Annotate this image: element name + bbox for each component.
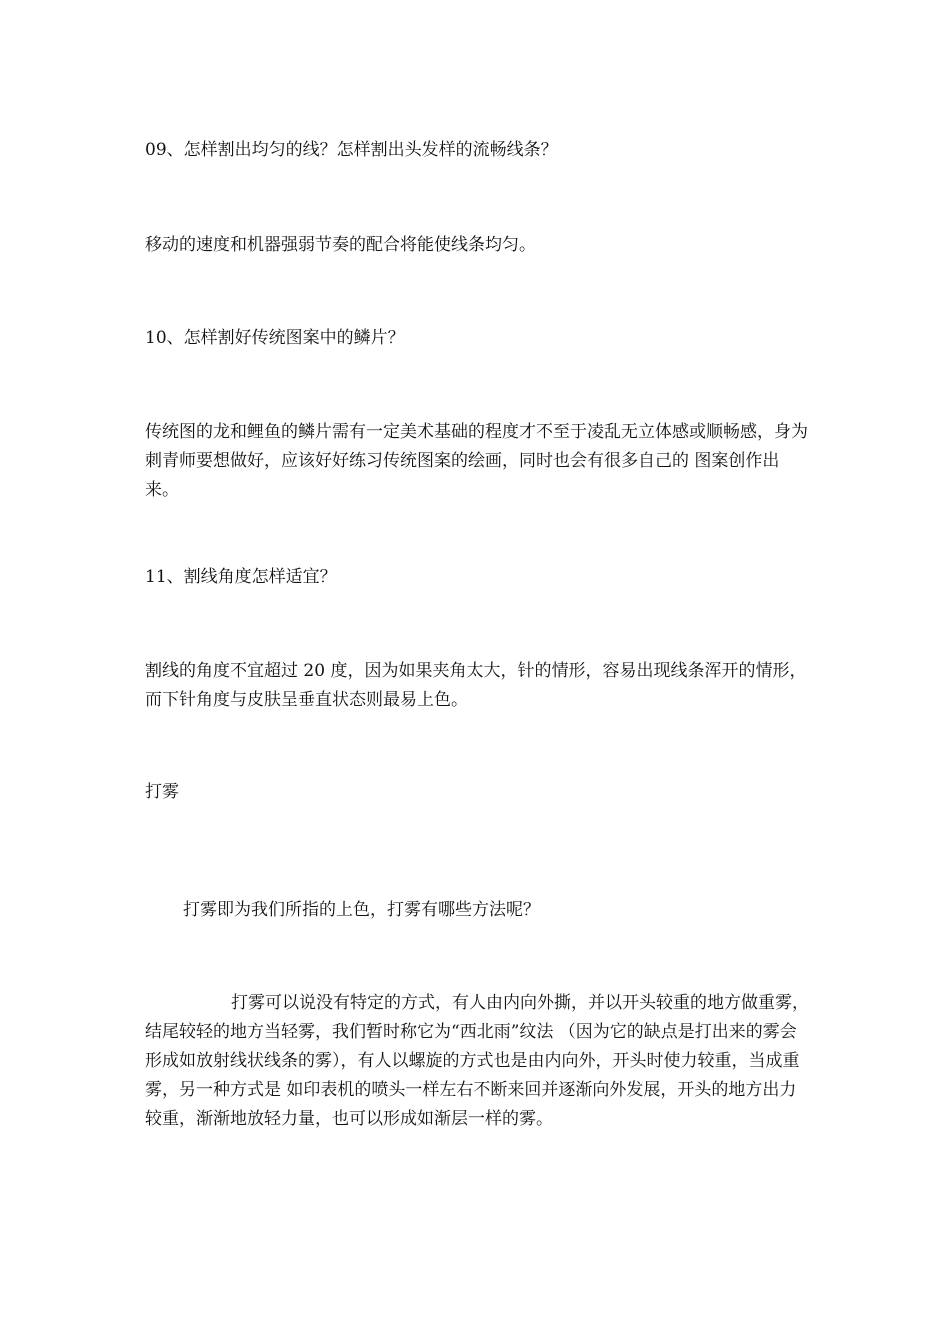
answer-10: 传统图的龙和鲤鱼的鳞片需有一定美术基础的程度才不至于凌乱无立体感或顺畅感，身为刺青师要想做好，应该好好练习传统图案的绘画，同时也会有很多自己的 图案创作出来。 [145,422,808,500]
section-question: 打雾即为我们所指的上色，打雾有哪些方法呢？ [183,900,540,920]
question-11: 11、割线角度怎样适宜？ [145,567,337,587]
section-heading: 打雾 [145,782,179,802]
question-09: 09、怎样割出均匀的线？怎样割出头发样的流畅线条？ [145,140,558,160]
answer-09: 移动的速度和机器强弱节奏的配合将能使线条均匀。 [145,235,536,255]
answer-11: 割线的角度不宜超过 20 度，因为如果夹角太大，针的情形，容易出现线条浑开的情形，而下针角度与皮肤呈垂直状态则最易上色。 [145,661,807,710]
question-10: 10、怎样割好传统图案中的鳞片？ [145,328,405,348]
section-answer: 打雾可以说没有特定的方式，有人由内向外撕，并以开头较重的地方做重雾，结尾较轻的地方当轻雾，我们暂时称它为“西北雨”纹法 （因为它的缺点是打出来的雾会形成如放射线状线条的雾），有人以螺旋的方式也是由内向外，开头时使力较重，当成重雾，另一种方式是 如印表机的喷头一样左右不断来回并逐渐向外发展，开头的地方出力较重，渐渐地放轻力量，也可以形成如渐层一样的雾。 [145,993,809,1129]
